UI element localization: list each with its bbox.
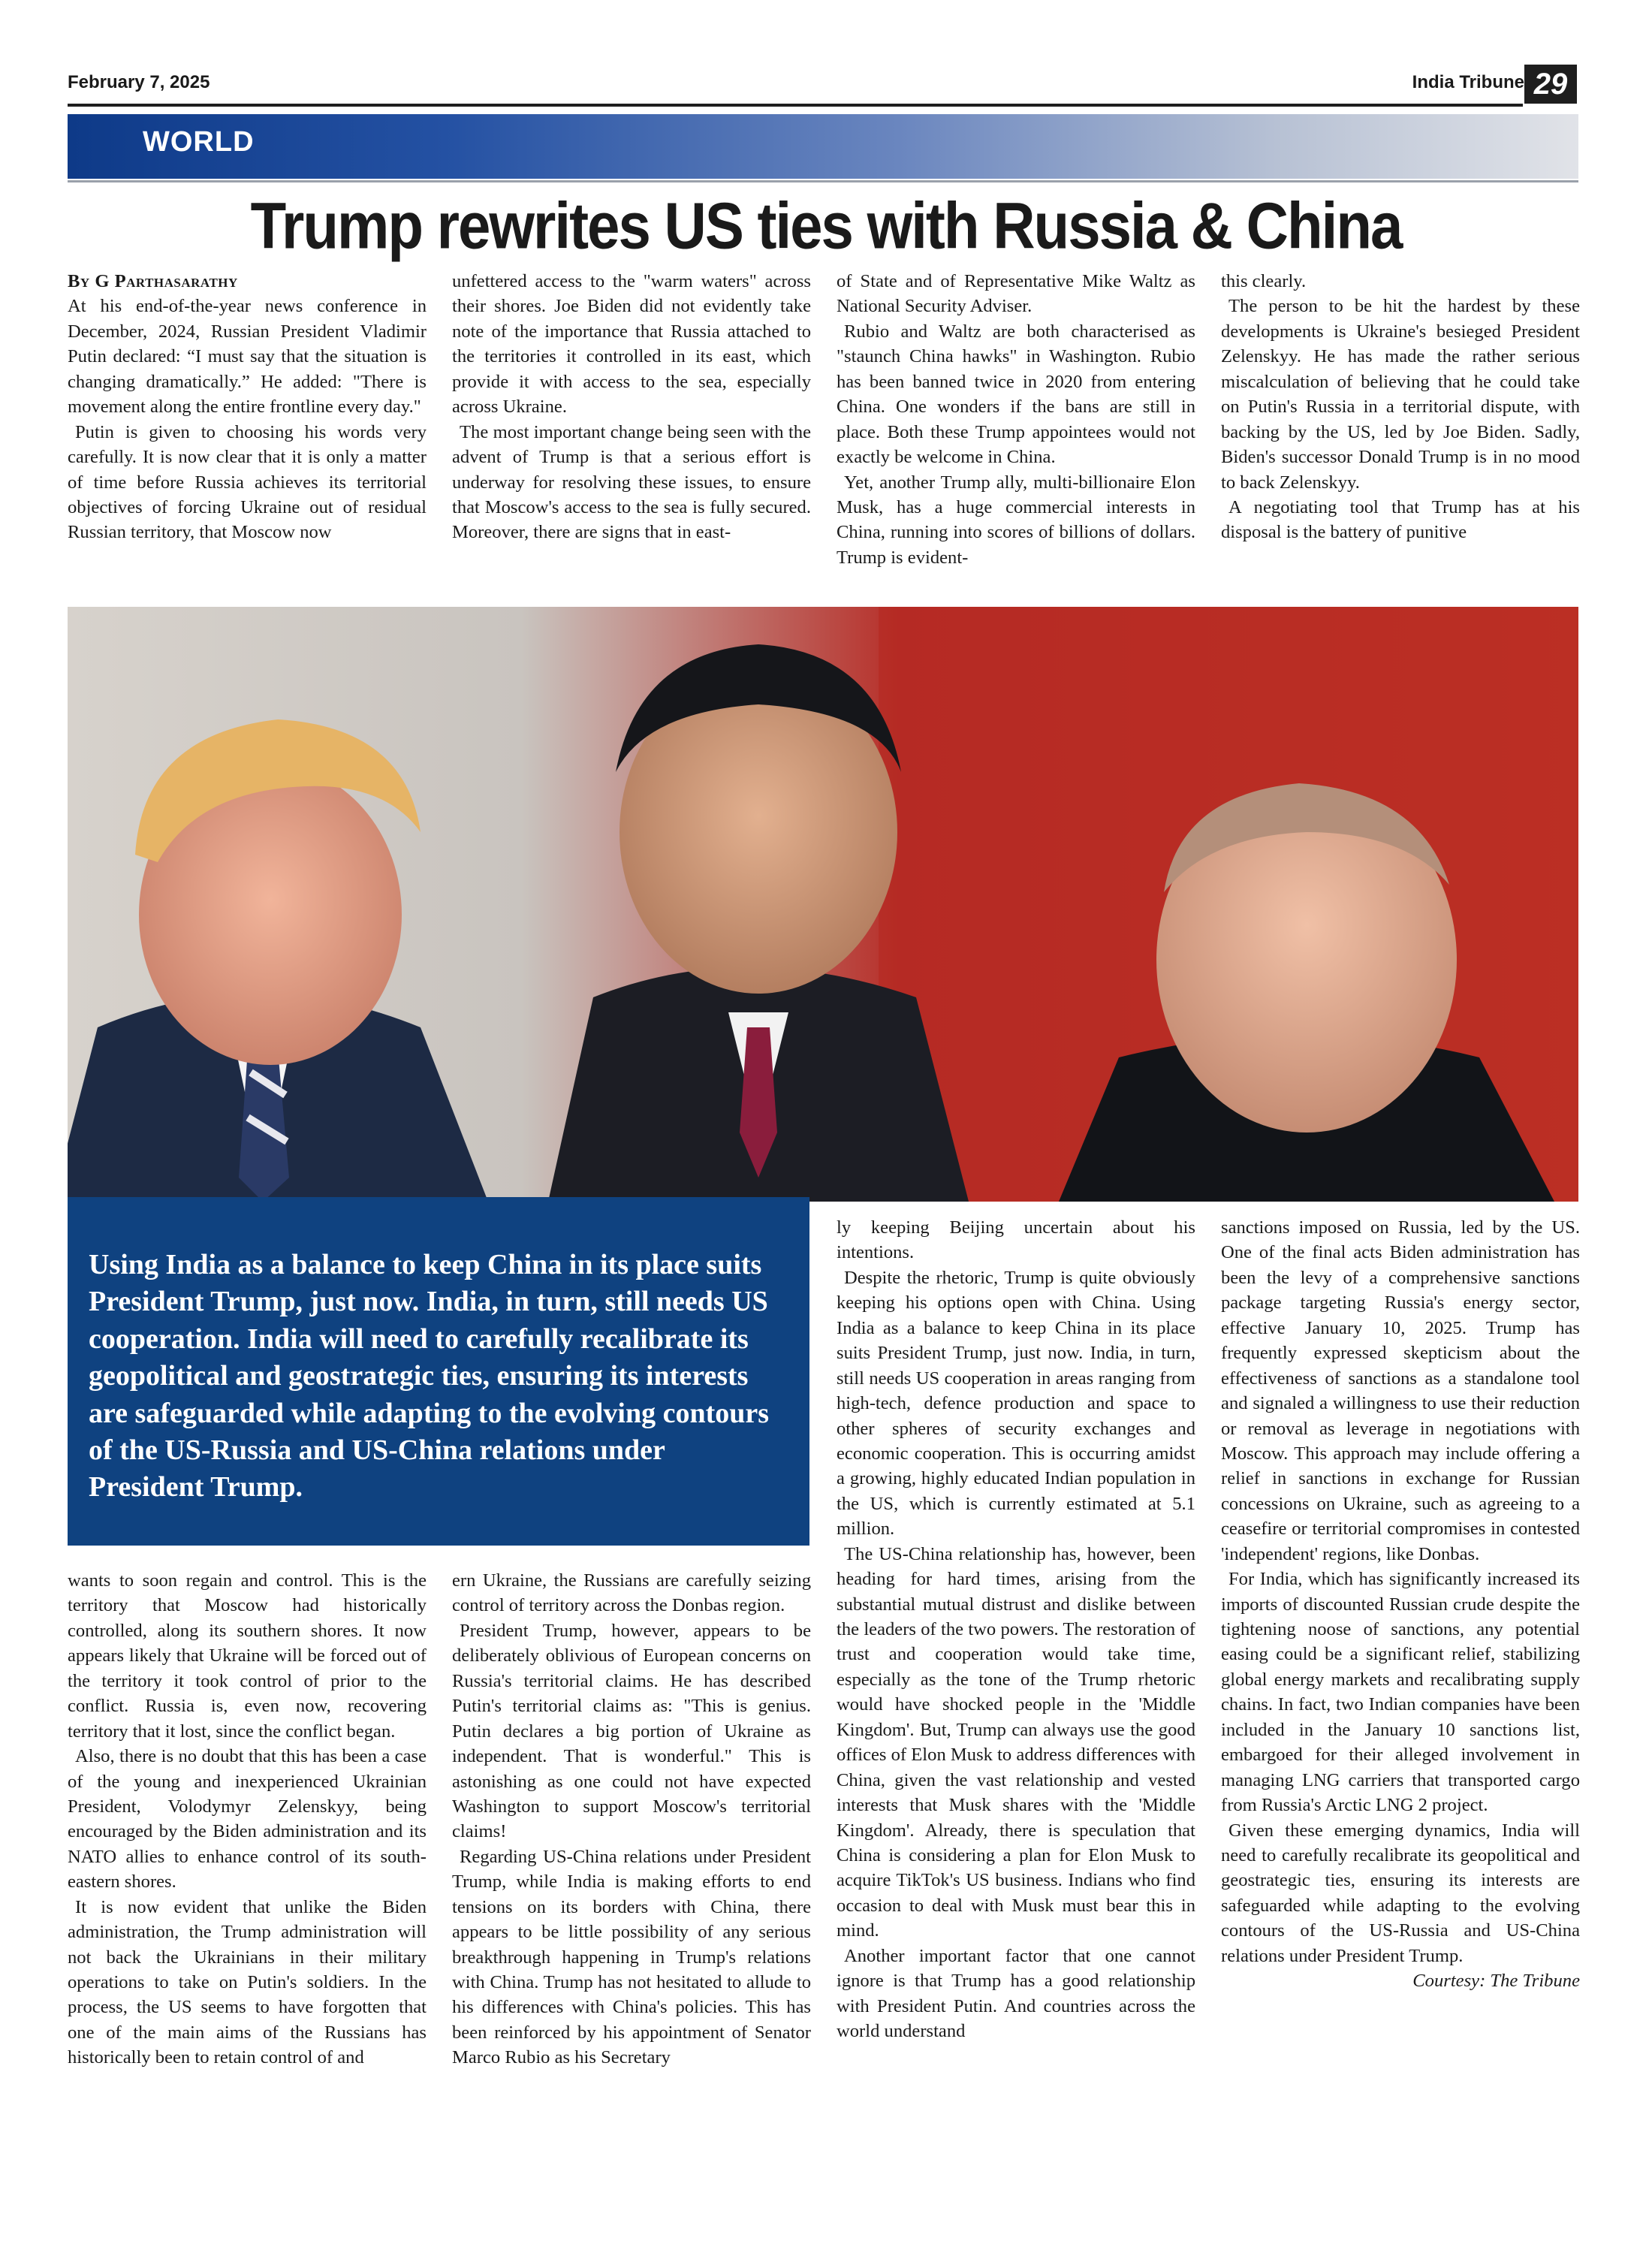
page-number: 29 xyxy=(1524,65,1577,104)
article-column-1-bottom xyxy=(68,1568,427,2071)
paragraph: this clearly. xyxy=(1221,271,1307,291)
paragraph: Regarding US-China relations under President Trump, while India is making efforts to end tensions on its borders with China, there appears to be little possibility of any serious breakthrough happening in Trump's relations with China. Trump has not hesitated to allude to his differences with China's policies. This has been reinforced by his appointment of Senator Marco Rubio as his Secretary xyxy=(452,1846,811,2068)
article-column-4-middle xyxy=(1221,1215,1580,1994)
section-label: WORLD xyxy=(143,126,255,158)
paragraph: wants to soon regain and control. This is the territory that Moscow had historically controlled, along its southern shores. It now appears likely that Ukraine will be forced out of the territory it took control of prior to the conflict. Russia is, even now, recovering territory that it lost, since the conflict began. xyxy=(68,1570,427,1742)
paragraph: For India, which has significantly increased its imports of discounted Russian crude despite the tightening noose of sanctions, any potential easing could be a significant relief, stabilizing global energy markets and recalibrating supply chains. In fact, two Indian companies have been included in the January 10 sanctions list, embargoed for their alleged involvement in managing LNG carriers that transported cargo from Russia's Arctic LNG 2 project. xyxy=(1221,1569,1580,1816)
article-column-2-bottom xyxy=(452,1568,811,2071)
paragraph: Another important factor that one cannot ignore is that Trump has a good relationship with President Putin. And countries across the world understand xyxy=(837,1945,1195,2041)
paragraph: It is now evident that unlike the Biden administration, the Trump administration will not back the Ukrainians in their military operations to take on Putin's soldiers. In the process, the US seems to have forgotten that one of the main aims of the Russians has historically been to retain control of and xyxy=(68,1896,427,2068)
paragraph: of State and of Representative Mike Waltz as National Security Adviser. xyxy=(837,271,1195,317)
paragraph: ern Ukraine, the Russians are carefully seizing control of territory across the Donbas region. xyxy=(452,1570,811,1616)
leaders-photo-illustration xyxy=(68,607,1578,1202)
article-column-3-top xyxy=(837,269,1195,570)
article-column-1-top xyxy=(68,269,427,545)
pull-quote: Using India as a balance to keep China in its place suits President Trump, just now. India, in turn, still needs US cooperation. India will need to carefully recalibrate its geopolitical and geostrategic ties, ensuring its interests are safeguarded while adapting to the evolving contours of the US-Russia and US-China relations under President Trump. xyxy=(68,1197,809,1546)
paragraph: Rubio and Waltz are both characterised as "staunch China hawks" in Washington. Rubio has been banned twice in 2020 from entering China. One wonders if the bans are still in place. Both these Trump appointees would not exactly be welcome in China. xyxy=(837,321,1195,468)
paragraph: Given these emerging dynamics, India will need to carefully recalibrate its geopolitical and geostrategic ties, ensuring its interests are safeguarded while adapting to the evolving contours of the US-Russia and US-China relations under President Trump. xyxy=(1221,1820,1580,1966)
paragraph: ly keeping Beijing uncertain about his intentions. xyxy=(837,1217,1195,1263)
paragraph: Also, there is no doubt that this has been a case of the young and inexperienced Ukrainian President, Volodymyr Zelenskyy, being encouraged by the Biden administration and its NATO allies to enhance control of its south-eastern shores. xyxy=(68,1746,427,1893)
paragraph: A negotiating tool that Trump has at his disposal is the battery of punitive xyxy=(1221,496,1580,543)
paragraph: Yet, another Trump ally, multi-billionaire Elon Musk, has a huge commercial interests in China, running into scores of billions of dollars. Trump is evident- xyxy=(837,472,1195,568)
paragraph: The person to be hit the hardest by these developments is Ukraine's besieged President Zelenskyy. He has made the rather serious miscalculation of believing that he could take on Putin's Russia in a territorial dispute, with backing by the US, led by Joe Biden. Sadly, Biden's successor Donald Trump is in no mood to back Zelenskyy. xyxy=(1221,296,1580,493)
paragraph: Despite the rhetoric, Trump is quite obviously keeping his options open with China. Using India as a balance to keep China in its place suits President Trump, just now. India, in turn, still needs US cooperation in areas ranging from high-tech, defence production and space to other spheres of security exchanges and economic cooperation. This is occurring amidst a growing, highly educated Indian population in the US, which is currently estimated at 5.1 million. xyxy=(837,1267,1195,1540)
headline: Trump rewrites US ties with Russia & China xyxy=(250,189,1402,263)
leaders-photo xyxy=(68,607,1578,1202)
article-column-3-middle xyxy=(837,1215,1195,2043)
paragraph: unfettered access to the "warm waters" across their shores. Joe Biden did not evidently take note of the importance that Russia attached to the territories it controlled in its east, which provide it with access to the sea, especially across Ukraine. xyxy=(452,271,811,418)
section-rule xyxy=(68,180,1578,182)
header-rule xyxy=(68,104,1523,107)
section-banner xyxy=(68,114,1578,179)
issue-date: February 7, 2025 xyxy=(68,72,210,92)
paragraph: Putin is given to choosing his words very carefully. It is now clear that it is only a matter of time before Russia achieves its territorial objectives of forcing Ukraine out of residual Russian territory, that Moscow now xyxy=(68,421,427,543)
byline: By G Parthasarathy xyxy=(68,271,238,291)
publication-name: India Tribune xyxy=(1412,72,1524,92)
paragraph: At his end-of-the-year news conference in December, 2024, Russian President Vladimir Putin declared: “I must say that the situation is changing dramatically.” He added: "There is movement along the entire frontline every day." xyxy=(68,296,427,418)
article-column-4-top xyxy=(1221,269,1580,545)
article-column-2-top xyxy=(452,269,811,545)
paragraph: sanctions imposed on Russia, led by the US. One of the final acts Biden administration has been the levy of a comprehensive sanctions package targeting Russia's energy sector, effective January 10, 2025. Trump has frequently expressed skepticism about the effectiveness of sanctions as a standalone tool and signaled a willingness to use their reduction or removal as leverage in negotiations with Moscow. This approach may include offering a relief in sanctions in exchange for Russian concessions on Ukraine, such as agreeing to a ceasefire or territorial compromises in contested 'independent' regions, like Donbas. xyxy=(1221,1217,1580,1564)
paragraph: President Trump, however, appears to be deliberately oblivious of European concerns on Russia's territorial claims. He has described Putin's territorial claims as: "This is genius. Putin declares a big portion of Ukraine as independent. That is wonderful." This is astonishing as one could not have expected Washington to support Moscow's territorial claims! xyxy=(452,1620,811,1842)
paragraph: The most important change being seen with the advent of Trump is that a serious effort is underway for resolving these issues, to ensure that Moscow's access to the sea is fully secured. Moreover, there are signs that in east- xyxy=(452,421,811,543)
paragraph: The US-China relationship has, however, been heading for hard times, arising from the substantial mutual distrust and dislike between the leaders of the two powers. The restoration of trust and cooperation would take time, especially as the tone of the Trump rhetoric would have shocked people in the 'Middle Kingdom'. But, Trump can always use the good offices of Elon Musk to address differences with China, given the vast relationship and vested interests that Musk shares with the 'Middle Kingdom'. Already, there is speculation that China is considering a plan for Elon Musk to acquire TikTok's US business. Indians who find occasion to deal with Musk must bear this in mind. xyxy=(837,1543,1195,1941)
courtesy-credit: Courtesy: The Tribune xyxy=(1412,1971,1580,1992)
